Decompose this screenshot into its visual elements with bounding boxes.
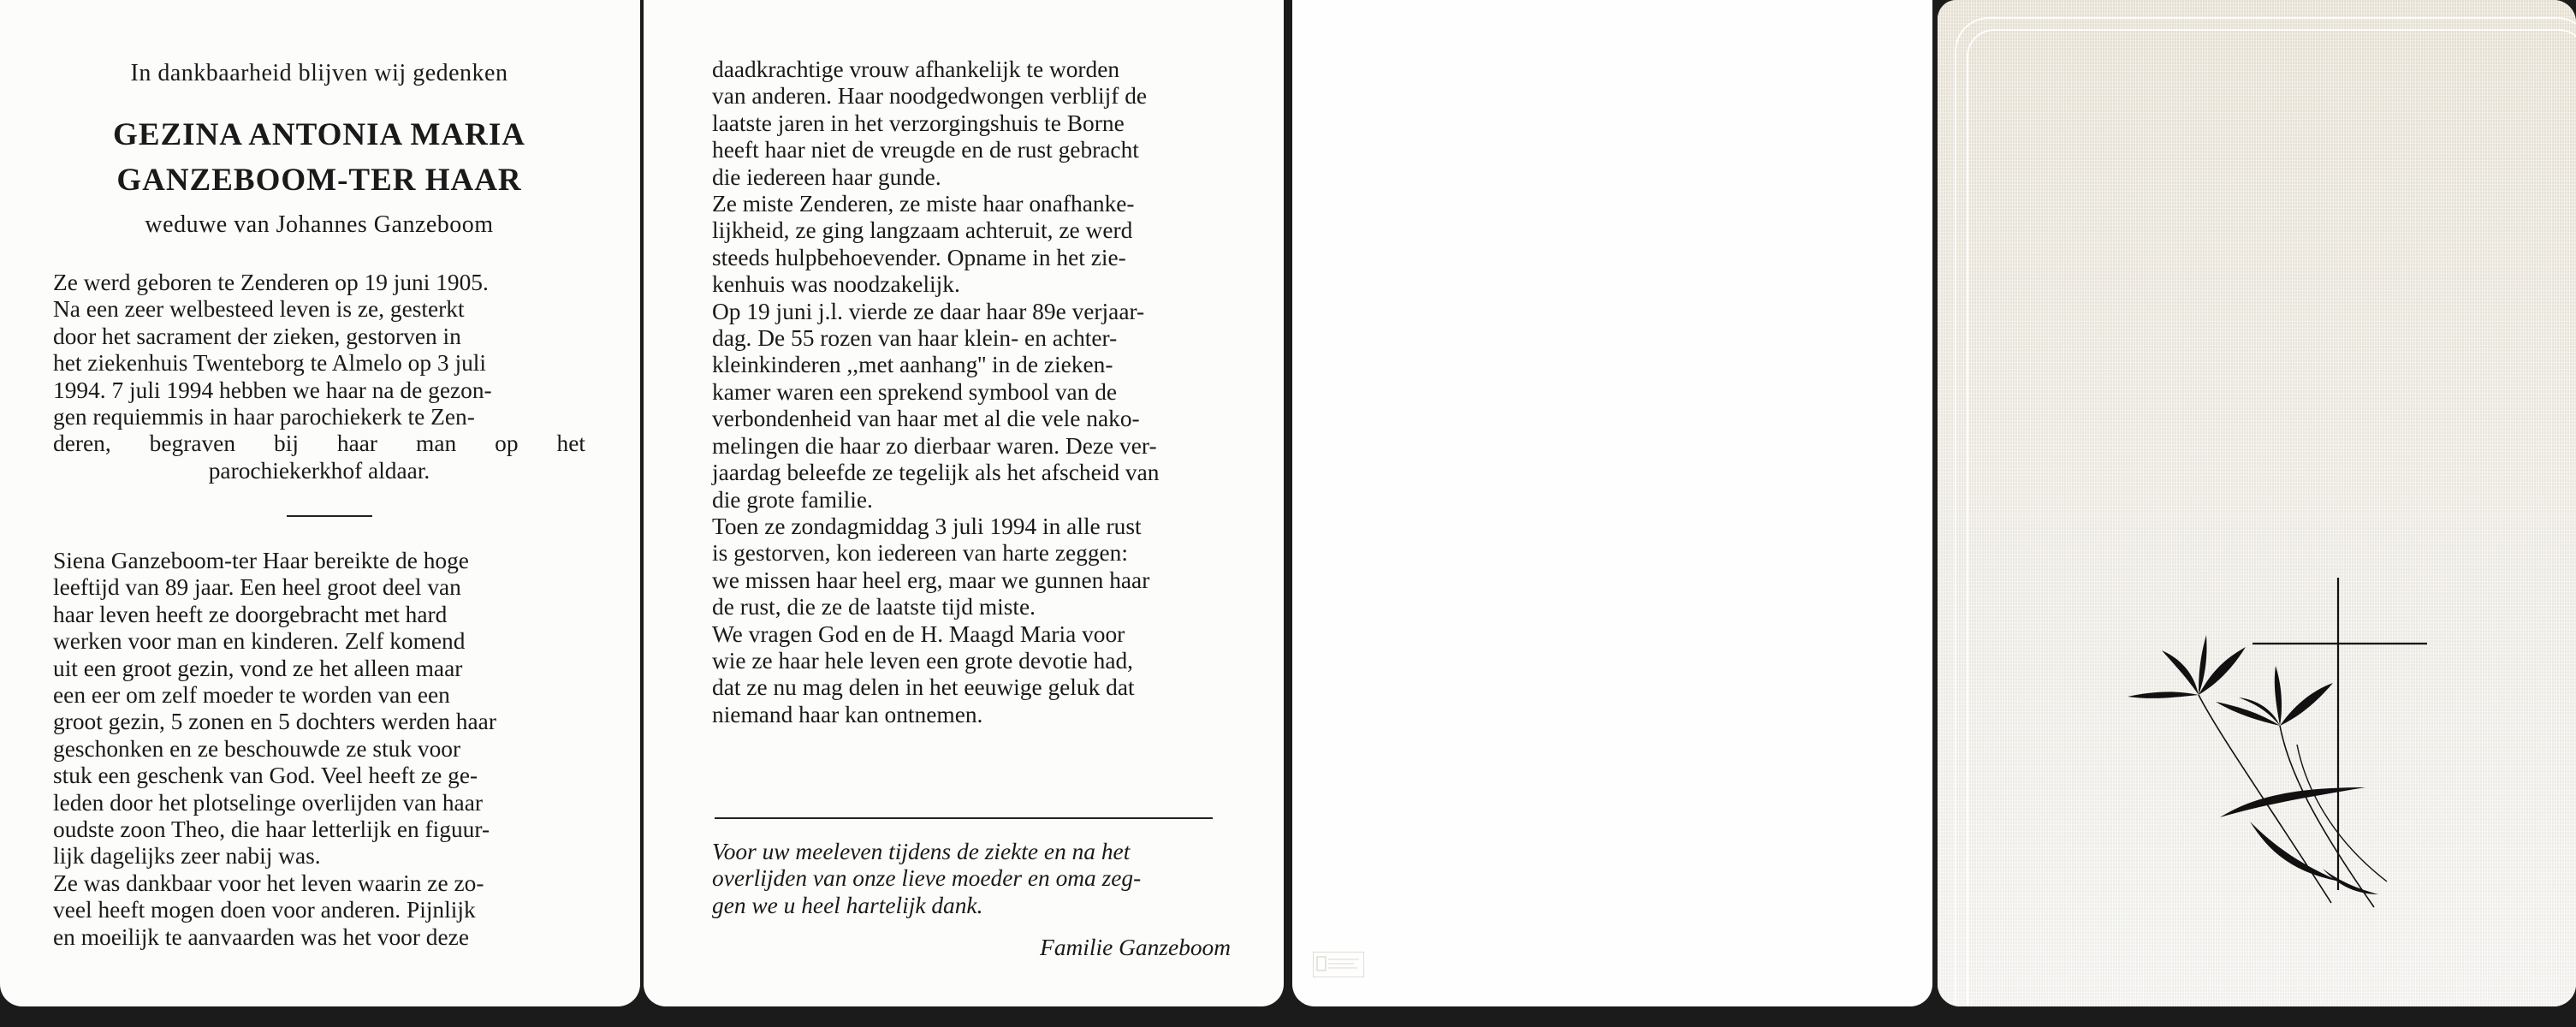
text-line: groot gezin, 5 zonen en 5 dochters werden haar [53,709,496,735]
text-line: kenhuis was noodzakelijk. [712,271,960,298]
flower-right [2216,666,2333,726]
biography-paragraph-b [53,548,585,951]
text-line: leden door het plotselinge overlijden van haar [53,789,483,816]
text-line: een eer om zelf moeder te worden van een [53,682,450,709]
text-line: jaardag beleefde ze tegelijk als het afscheid van [712,460,1160,486]
text-line: niemand haar kan ontnemen. [712,701,983,727]
family-signature: Familie Ganzeboom [1040,935,1231,960]
divider-rule [715,817,1213,819]
text-line: verbondenheid van haar met al die vele nako- [712,406,1140,432]
text-line: gen we u heel hartelijk dank. [712,892,983,918]
printer-mark-icon [1313,952,1364,977]
text-line: Ze werd geboren te Zenderen op 19 juni 1905. [53,270,489,295]
divider-rule [287,515,372,517]
text-line: lijk dagelijks zeer nabij was. [53,843,321,870]
text-line: Voor uw meeleven tijdens de ziekte en na het [712,839,1131,864]
flower-left [2128,635,2246,698]
text-line: kleinkinderen ,,met aanhang'' in de zieken- [712,352,1113,378]
text-line: laatste jaren in het verzorgingshuis te Borne [712,110,1125,136]
text-line: deren, begraven bij haar man op het [53,430,585,457]
text-line: daadkrachtige vrouw afhankelijk te worden [712,56,1120,82]
text-line: parochiekerkhof aldaar. [208,457,430,484]
text-line: dag. De 55 rozen van haar klein- en achter- [712,325,1118,352]
thanks-note [712,839,1226,919]
widow-line: weduwe van Johannes Ganzeboom [145,211,494,238]
text-line: van anderen. Haar noodgedwongen verblijf de [712,83,1148,110]
leaf [2220,787,2365,817]
text-line: haar leven heeft ze doorgebracht met hard [53,601,448,627]
text-line: die iedereen haar gunde. [712,163,941,190]
text-line: gen requiemmis in haar parochiekerk te Zen- [53,404,475,430]
text-line: geschonken en ze beschouwde ze stuk voor [53,735,461,762]
deceased-name-line2: GANZEBOOM-TER HAAR [116,163,522,198]
deceased-name-line1: GEZINA ANTONIA MARIA [113,117,525,152]
cross-with-flowers-icon [1938,0,2576,1006]
text-line: wie ze haar hele leven een grote devotie had, [712,647,1134,674]
biography-paragraph-a [53,270,585,484]
text-line: Siena Ganzeboom-ter Haar bereikte de hoge [53,548,469,573]
text-line: en moeilijk te aanvaarden was het voor deze [53,923,469,950]
text-line: Op 19 juni j.l. vierde ze daar haar 89e verjaar- [712,298,1145,324]
text-line: dat ze nu mag delen in het eeuwige geluk dat [712,674,1135,701]
text-line: heeft haar niet de vreugde en de rust gebracht [712,137,1139,163]
text-line: de rust, die ze de laatste tijd miste. [712,594,1036,620]
memorial-card-front-cover [1938,0,2576,1006]
text-line: 1994. 7 juli 1994 hebben we haar na de gezon- [53,377,492,403]
memorial-card-right-page [644,0,1284,1006]
text-line: kamer waren een sprekend symbool van de [712,378,1118,405]
text-line: die grote familie. [712,486,873,513]
text-line: leeftijd van 89 jaar. Een heel groot deel van [53,574,461,601]
text-line: lijkheid, ze ging langzaam achteruit, ze werd [712,217,1133,244]
biography-paragraph-c [712,56,1226,728]
text-line: overlijden van onze lieve moeder en oma zeg- [712,865,1142,892]
intro-line: In dankbaarheid blijven wij gedenken [130,60,508,86]
text-line: oudste zoon Theo, die haar letterlijk en figuur- [53,816,490,843]
text-line: melingen die haar zo dierbaar waren. Deze ver- [712,432,1157,459]
text-line: werken voor man en kinderen. Zelf komend [53,628,466,655]
text-line: we missen haar heel erg, maar we gunnen haar [712,567,1150,593]
text-line: veel heeft mogen doen voor anderen. Pijnlijk [53,897,476,923]
text-line: het ziekenhuis Twenteborg te Almelo op 3 juli [53,350,486,377]
text-line: We vragen God en de H. Maagd Maria voor [712,620,1125,647]
text-line: is gestorven, kon iedereen van harte zeggen: [712,540,1128,567]
text-line: Ze miste Zenderen, ze miste haar onafhanke- [712,191,1135,217]
text-line: door het sacrament der zieken, gestorven in [53,323,461,349]
printer-mark-icon [1316,954,1362,975]
flower-stem [2297,745,2387,882]
text-line: Ze was dankbaar voor het leven waarin ze zo- [53,870,484,896]
text-line: Na een zeer welbesteed leven is ze, gesterkt [53,296,465,323]
memorial-card-left-page [0,0,640,1006]
text-line: stuk een geschenk van God. Veel heeft ze ge- [53,763,478,789]
leaf [2250,822,2340,882]
text-line: Toen ze zondagmiddag 3 juli 1994 in alle rust [712,513,1142,539]
text-line: uit een groot gezin, vond ze het alleen maar [53,655,463,681]
memorial-card-back [1292,0,1932,1006]
text-line: steeds hulpbehoevender. Opname in het zie- [712,244,1126,270]
